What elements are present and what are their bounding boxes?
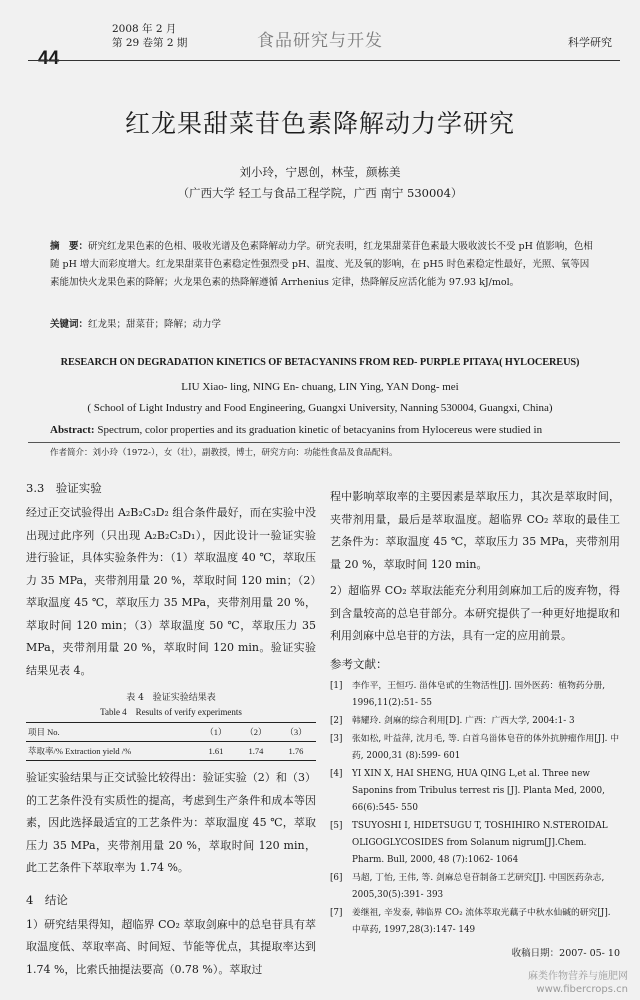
english-title: RESEARCH ON DEGRADATION KINETICS OF BETACYANINS FROM RED- PURPLE PITAYA( HYLOCEREUS) <box>60 357 580 368</box>
reference-text: 姜继祖, 辛发泰, 韩临界 CO₂ 流体萃取光藕子中秋水仙碱的研究[J]. 中草药, 1997,28(3):147- 149 <box>352 907 611 935</box>
body-paragraph: 1）研究结果得知，超临界 CO₂ 萃取剑麻中的总皂苷具有萃取温度低、萃取率高、时间短、节能等优点，其提取率达到 1.74 %，比索氏抽提法要高（0.78 %）。萃取过 <box>26 917 316 976</box>
table-header-cell: （2） <box>245 727 267 737</box>
english-affiliation: ( School of Light Industry and Food Engineering, Guangxi University, Nanning 530004, Guangxi, China) <box>87 402 553 414</box>
abstract-text: 研究红龙果色素的色相、吸收光谱及色素降解动力学。研究表明，红龙果甜菜苷色素最大吸收波长不受 pH 值影响，色相随 pH 增大而彩度增大。红龙果甜菜苷色素稳定性强烈受 pH、温度、光及氧的影响，在 pH5 时色素稳定性最好，光照、氧等因素能加快火龙果色素的降解；火龙果色素的热降解遵循 Arrhenius 定律，热降解反应活化能为 97.93 kJ/mol。 <box>50 241 593 288</box>
abstract <box>50 238 598 292</box>
table-header-cell: （3） <box>285 727 307 737</box>
reference-text: TSUYOSHI I, HIDETSUGU T, TOSHIHIRO N.STEROIDAL OLIGOGLYCOSIDES from Solanum nigrum[J].Chem. Pharm. Bull, 2000, 48 (7):1062- 1064 <box>352 820 608 865</box>
table-caption-en: Table 4 Results of verify experiments <box>100 707 242 717</box>
right-column <box>330 486 620 959</box>
body-paragraph: 验证实验结果与正交试验比较得出：验证实验（2）和（3）的工艺条件没有实质性的提高，考虑到生产条件和成本等因素，因此选择最适宜的工艺条件为：萃取温度 45 ℃，萃取压力 35 MPa，夹带剂用量 20 %，萃取时间 120 min，此工艺条件下萃取率为 1.74 %。 <box>26 771 316 874</box>
affiliation: （广西大学 轻工与食品工程学院，广西 南宁 530004） <box>177 186 463 200</box>
english-abstract <box>50 422 598 438</box>
reference-item <box>330 731 620 765</box>
reference-item <box>330 713 620 730</box>
table-header-cell: （1） <box>205 727 227 737</box>
english-authors: LIU Xiao- ling, NING En- chuang, LIN Ying, YAN Dong- mei <box>181 381 459 393</box>
reference-item <box>330 818 620 869</box>
issue-date-line1: 2008 年 2 月 <box>112 23 177 35</box>
reference-item <box>330 905 620 939</box>
reference-text: 韩耀玲. 剑麻的综合利用[D]. 广西：广西大学, 2004:1- 3 <box>352 715 575 726</box>
keywords-text: 红龙果；甜菜苷；降解；动力学 <box>88 319 222 330</box>
english-abstract-text: Spectrum, color properties and its graduation kinetic of betacyanins from Hylocereus were studied in <box>97 424 543 436</box>
table-row-label: 萃取率/% Extraction yield /% <box>28 746 132 756</box>
english-abstract-label: Abstract: <box>50 424 95 436</box>
reference-number: [3] <box>330 733 343 744</box>
reference-item <box>330 678 620 712</box>
reference-number: [5] <box>330 820 343 831</box>
journal-name: 食品研究与开发 <box>257 31 383 51</box>
authors: 刘小玲，宁恩创，林莹，颜栋美 <box>239 165 401 179</box>
site-watermark <box>528 970 628 996</box>
table-cell: 1.76 <box>288 746 304 756</box>
page-number: 44 <box>38 48 60 69</box>
section-heading-3-3: 3.3 验证实验 <box>26 481 102 495</box>
reference-text: YI XIN X, HAI SHENG, HUA QING L,et al. Three new Saponins from Tribulus terrest ris [J]. Planta Med, 2000, 66(6):545- 550 <box>352 768 605 813</box>
body-paragraph: 程中影响萃取率的主要因素是萃取压力，其次是萃取时间，夹带剂用量，最后是萃取温度。超临界 CO₂ 萃取的最佳工艺条件为：萃取温度 45 ℃，萃取压力 35 MPa，夹带剂用量 20 %，萃取时间 120 min。 <box>330 490 620 571</box>
table-caption-cn: 表 4 验证实验结果表 <box>126 693 216 703</box>
watermark-line2: www.fibercrops.cn <box>536 984 628 995</box>
watermark-line1: 麻类作物营养与施肥网 <box>528 971 628 982</box>
author-note: 作者简介：刘小玲（1972-），女（壮），副教授，博士，研究方向：功能性食品及食品配料。 <box>50 448 398 458</box>
reference-number: [6] <box>330 872 343 883</box>
reference-number: [4] <box>330 768 343 779</box>
body-paragraph: 2）超临界 CO₂ 萃取法能充分利用剑麻加工后的废弃物，得到含量较高的总皂苷部分。本研究提供了一种更好地提取和利用剑麻中总皂苷的方法，具有一定的应用前景。 <box>330 584 620 642</box>
abstract-label: 摘 要： <box>50 241 89 252</box>
table-row <box>26 742 316 761</box>
reference-text: 李作平，王恒巧. 甾体皂甙的生物活性[J]. 国外医药：植物药分册, 1996,11(2):51- 55 <box>352 680 606 708</box>
table-header-row <box>26 723 316 742</box>
reference-number: [7] <box>330 907 343 918</box>
received-date: 收稿日期：2007- 05- 10 <box>511 947 620 959</box>
header-rule <box>28 60 620 61</box>
body-paragraph: 经过正交试验得出 A₂B₂C₃D₂ 组合条件最好，而在实验中没出现过此序列（只出现 A₂B₂C₃D₁），因此设计一验证实验进行验证，具体实验条件为：（1）萃取温度 40 ℃，萃取压力 35 MPa，夹带剂用量 20 %，萃取时间 120 min；（2）萃取温度 45 ℃，萃取压力 35 MPa，夹带剂用量 20 %，萃取时间 120 min；（3）萃取温度 50 ℃，萃取压力 35 MPa，夹带剂用量 20 %，萃取时间 120 min。验证实验结果见表 4。 <box>26 506 316 677</box>
reference-list <box>330 678 620 939</box>
reference-number: [1] <box>330 680 343 691</box>
references-heading: 参考文献： <box>330 656 388 671</box>
reference-text: 张如松, 叶益萍, 沈月毛, 等. 白首乌甾体皂苷的体外抗肿瘤作用[J]. 中药, 2000,31 (8):599- 601 <box>352 733 620 761</box>
paper-title: 红龙果甜菜苷色素降解动力学研究 <box>124 109 515 138</box>
reference-item <box>330 766 620 817</box>
left-column <box>26 480 316 981</box>
verify-results-table <box>26 722 316 761</box>
author-note-rule <box>28 442 620 443</box>
keywords <box>50 316 598 330</box>
table-cell: 1.74 <box>248 746 264 756</box>
reference-item <box>330 870 620 904</box>
reference-text: 马超, 丁怡, 王伟, 等. 剑麻总皂苷制备工艺研究[J]. 中国医药杂志, 2005,30(5):391- 393 <box>352 872 605 900</box>
section-heading-4: 4 结论 <box>26 892 68 907</box>
table-cell: 1.61 <box>208 746 224 756</box>
keywords-label: 关键词： <box>50 319 89 330</box>
table-header-cell: 项目 No. <box>28 727 60 737</box>
reference-number: [2] <box>330 715 343 726</box>
issue-date-line2: 第 29 卷第 2 期 <box>112 37 188 49</box>
section-name: 科学研究 <box>568 36 612 49</box>
